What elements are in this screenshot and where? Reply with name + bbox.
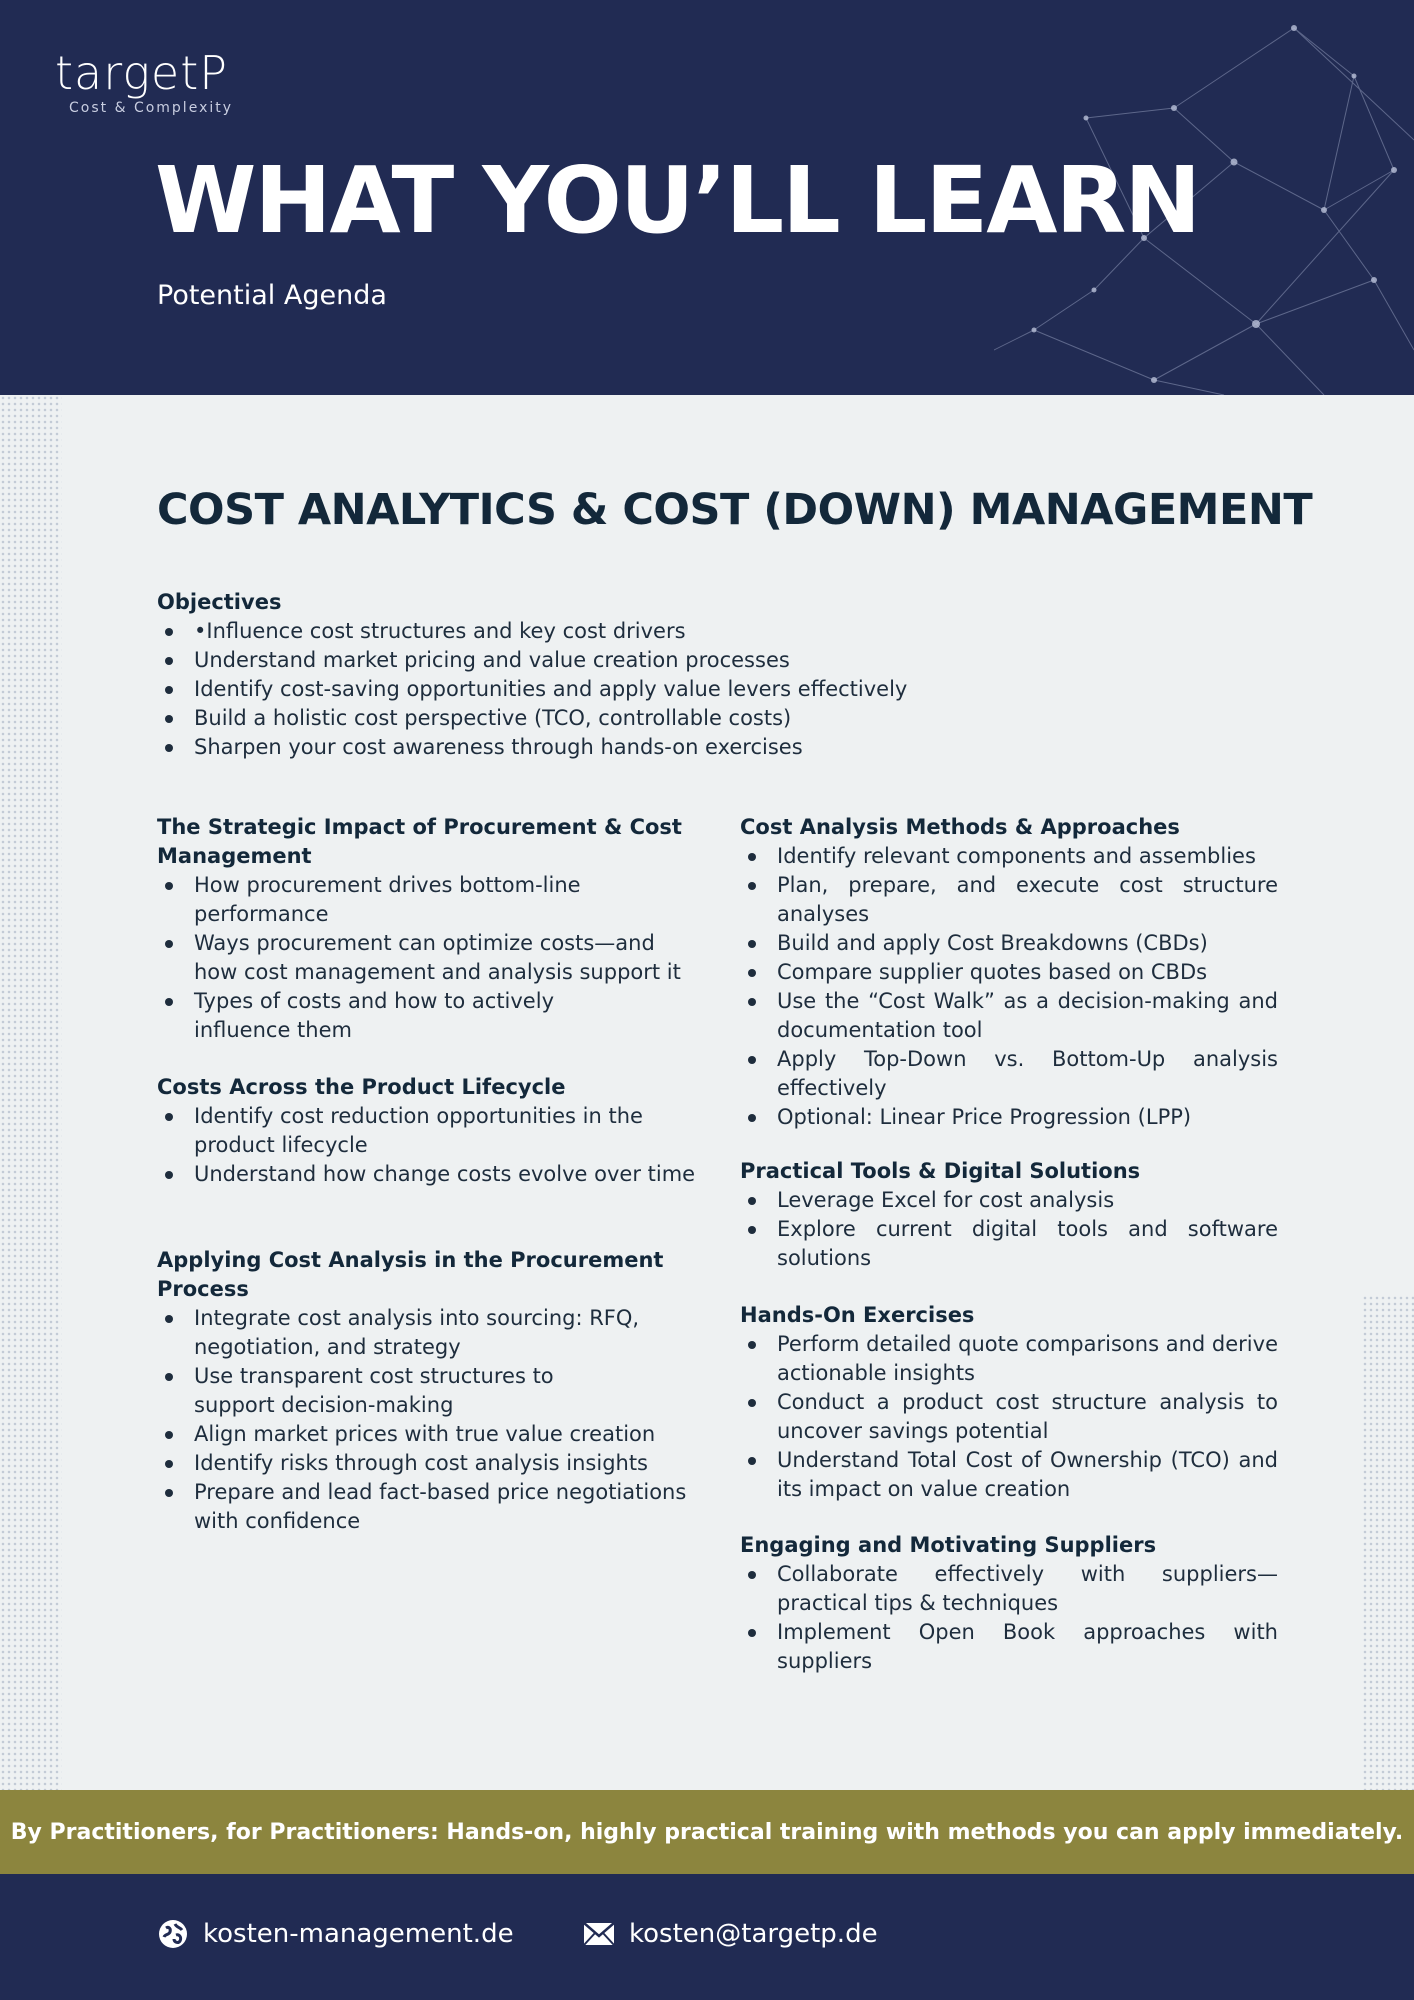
tools-list xyxy=(740,1186,1278,1273)
list-item: Ways procurement can optimize costs—and how cost management and analysis support it xyxy=(157,929,697,987)
header xyxy=(0,0,1414,395)
strategic-impact-heading: The Strategic Impact of Procurement & Cost Management xyxy=(157,815,682,868)
list-item: Compare supplier quotes based on CBDs xyxy=(740,958,1278,987)
suppliers-block xyxy=(740,1531,1278,1676)
footer xyxy=(0,1874,1414,2000)
list-item: Types of costs and how to actively influence them xyxy=(157,987,697,1045)
page-title: WHAT YOU’LL LEARN xyxy=(155,147,1200,254)
product-lifecycle-list xyxy=(157,1102,697,1189)
list-item: Plan, prepare, and execute cost structure analyses xyxy=(740,871,1278,929)
list-item: Collaborate effectively with suppliers—practical tips & techniques xyxy=(740,1560,1278,1618)
dot-pattern-right xyxy=(1362,1295,1414,1790)
tools-heading: Practical Tools & Digital Solutions xyxy=(740,1159,1141,1183)
list-item: Use transparent cost structures to support decision-making xyxy=(157,1362,717,1420)
list-item: •Influence cost structures and key cost drivers xyxy=(157,617,1287,646)
list-item: Identify risks through cost analysis insights xyxy=(157,1449,717,1478)
methods-heading: Cost Analysis Methods & Approaches xyxy=(740,815,1180,839)
exercises-list xyxy=(740,1330,1278,1504)
tools-block xyxy=(740,1157,1278,1273)
list-item: Align market prices with true value creation xyxy=(157,1420,717,1449)
list-item: Integrate cost analysis into sourcing: RFQ, negotiation, and strategy xyxy=(157,1304,717,1362)
logo-wordmark: targetP xyxy=(55,46,229,100)
list-item: Build a holistic cost perspective (TCO, controllable costs) xyxy=(157,704,1287,733)
procurement-process-list xyxy=(157,1304,717,1536)
email-contact[interactable] xyxy=(583,1918,878,1950)
exercises-block xyxy=(740,1301,1278,1504)
product-lifecycle-heading: Costs Across the Product Lifecycle xyxy=(157,1075,566,1099)
strategic-impact-block xyxy=(157,813,697,1045)
list-item: Identify cost-saving opportunities and apply value levers effectively xyxy=(157,675,1287,704)
procurement-process-heading: Applying Cost Analysis in the Procurement Process xyxy=(157,1248,664,1301)
list-item: Understand market pricing and value creation processes xyxy=(157,646,1287,675)
list-item: Implement Open Book approaches with suppliers xyxy=(740,1618,1278,1676)
methods-block xyxy=(740,813,1278,1132)
website-link[interactable]: kosten-management.de xyxy=(203,1919,514,1949)
objectives-heading: Objectives xyxy=(157,590,282,614)
strategic-impact-list xyxy=(157,871,697,1045)
objectives-list xyxy=(157,617,1287,762)
exercises-heading: Hands-On Exercises xyxy=(740,1303,975,1327)
procurement-process-block xyxy=(157,1246,717,1536)
list-item: Use the “Cost Walk” as a decision-making and documentation tool xyxy=(740,987,1278,1045)
methods-list xyxy=(740,842,1278,1132)
list-item: Identify relevant components and assemblies xyxy=(740,842,1278,871)
list-item: Optional: Linear Price Progression (LPP) xyxy=(740,1103,1278,1132)
website-contact[interactable] xyxy=(157,1918,514,1950)
suppliers-list xyxy=(740,1560,1278,1676)
list-item: Identify cost reduction opportunities in the product lifecycle xyxy=(157,1102,697,1160)
list-item: Conduct a product cost structure analysis to uncover savings potential xyxy=(740,1388,1278,1446)
objectives-block xyxy=(157,588,1287,762)
list-item: Prepare and lead fact-based price negotiations with confidence xyxy=(157,1478,717,1536)
dot-pattern-left xyxy=(0,395,62,1790)
suppliers-heading: Engaging and Motivating Suppliers xyxy=(740,1533,1157,1557)
logo xyxy=(55,46,234,116)
list-item: Explore current digital tools and software solutions xyxy=(740,1215,1278,1273)
tagline-banner: By Practitioners, for Practitioners: Hands-on, highly practical training with methods you can apply immediately. xyxy=(0,1790,1414,1874)
envelope-icon xyxy=(583,1918,615,1950)
list-item: Apply Top-Down vs. Bottom-Up analysis effectively xyxy=(740,1045,1278,1103)
list-item: Leverage Excel for cost analysis xyxy=(740,1186,1278,1215)
product-lifecycle-block xyxy=(157,1073,697,1189)
email-link[interactable]: kosten@targetp.de xyxy=(629,1919,878,1949)
logo-tagline: Cost & Complexity xyxy=(69,100,234,116)
section-title: COST ANALYTICS & COST (DOWN) MANAGEMENT xyxy=(157,485,1313,535)
list-item: How procurement drives bottom-line performance xyxy=(157,871,697,929)
page-subtitle: Potential Agenda xyxy=(157,280,387,311)
list-item: Perform detailed quote comparisons and derive actionable insights xyxy=(740,1330,1278,1388)
globe-icon xyxy=(157,1918,189,1950)
list-item: Understand Total Cost of Ownership (TCO) and its impact on value creation xyxy=(740,1446,1278,1504)
list-item: Understand how change costs evolve over time xyxy=(157,1160,697,1189)
list-item: Build and apply Cost Breakdowns (CBDs) xyxy=(740,929,1278,958)
list-item: Sharpen your cost awareness through hands-on exercises xyxy=(157,733,1287,762)
